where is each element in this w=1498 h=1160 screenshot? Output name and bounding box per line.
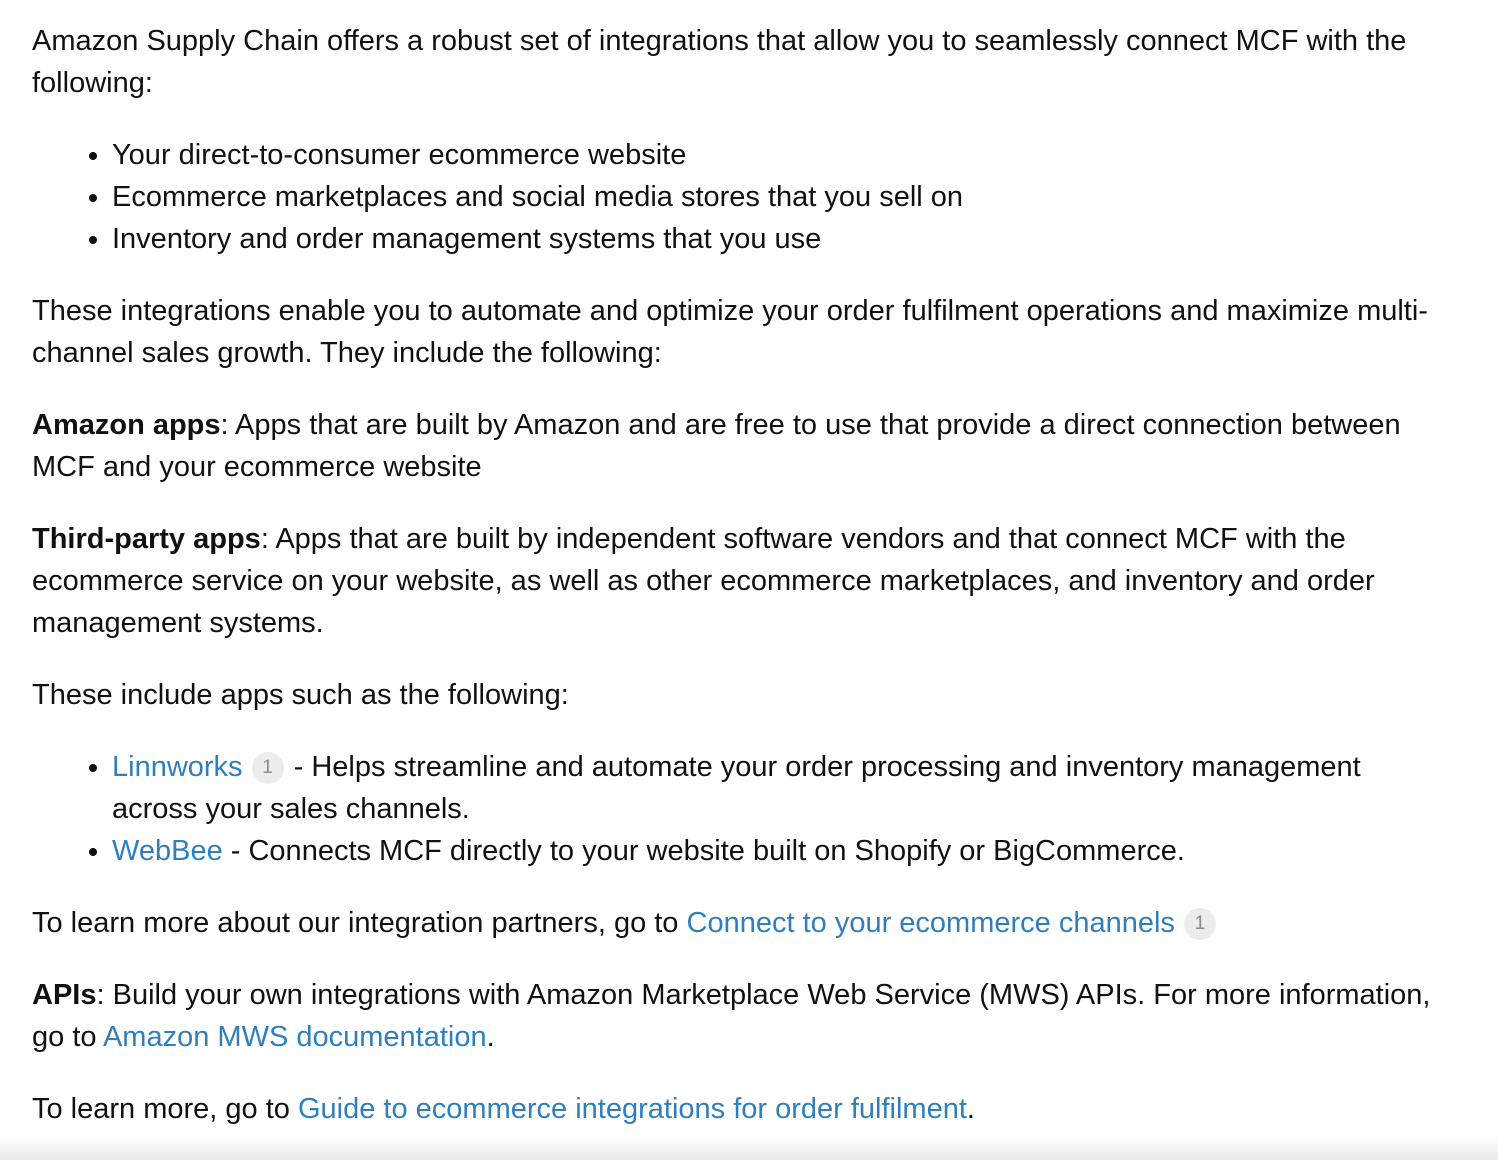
learn-more-prefix: To learn more, go to: [32, 1093, 298, 1125]
intro-text: Amazon Supply Chain offers a robust set of integrations that allow you to seamlessly connect MCF with the following:: [32, 25, 1407, 99]
connect-channels-link[interactable]: Connect to your ecommerce channels: [686, 907, 1175, 939]
integration-targets-list: [32, 134, 1432, 260]
webbee-description: - Connects MCF directly to your website built on Shopify or BigCommerce.: [222, 835, 1185, 867]
list-item-linnworks: [112, 746, 1432, 830]
mws-documentation-link[interactable]: Amazon MWS documentation: [102, 1021, 487, 1053]
list-item: [112, 134, 1432, 176]
ecommerce-guide-link[interactable]: Guide to ecommerce integrations for order fulfilment: [297, 1093, 967, 1125]
list-item-text: Ecommerce marketplaces and social media stores that you sell on: [112, 181, 964, 213]
third-party-apps-text: : Apps that are built by independent software vendors and that connect MCF with the ecommerce service on your website, as well as other ecommerce marketplaces, and inventory and order management systems.: [32, 523, 1375, 639]
benefits-text: These integrations enable you to automate and optimize your order fulfilment operations and maximize multi-channel sales growth. They include the following:: [32, 295, 1428, 369]
linnworks-count-badge: 1: [252, 752, 284, 784]
third-party-apps-paragraph: [32, 518, 1432, 644]
apis-paragraph: [32, 974, 1432, 1058]
partners-paragraph: [32, 902, 1432, 944]
linnworks-description: - Helps streamline and automate your order processing and inventory management across your sales channels.: [112, 751, 1361, 825]
linnworks-link[interactable]: Linnworks: [112, 751, 243, 783]
help-article-content: [32, 20, 1432, 1160]
amazon-apps-term: Amazon apps: [32, 409, 221, 441]
apis-text: : Build your own integrations with Amazon Marketplace Web Service (MWS) APIs. For more information, go to: [32, 979, 1431, 1053]
amazon-apps-paragraph: [32, 404, 1432, 488]
learn-more-paragraph: [32, 1088, 1432, 1130]
amazon-apps-text: : Apps that are built by Amazon and are free to use that provide a direct connection between MCF and your ecommerce website: [32, 409, 1401, 483]
list-item: [112, 218, 1432, 260]
list-item-text: Your direct-to-consumer ecommerce website: [112, 139, 687, 171]
webbee-link[interactable]: WebBee: [112, 835, 223, 867]
benefits-paragraph: [32, 290, 1432, 374]
connect-channels-count-badge: 1: [1184, 908, 1216, 940]
list-item-text: Inventory and order management systems that you use: [112, 223, 822, 255]
intro-paragraph: [32, 20, 1432, 104]
third-party-apps-term: Third-party apps: [32, 523, 261, 555]
apps-intro-text: These include apps such as the following:: [32, 679, 569, 711]
third-party-apps-list: [32, 746, 1432, 872]
list-item: [112, 176, 1432, 218]
bottom-fade: [0, 1138, 1498, 1160]
apis-suffix: .: [486, 1021, 495, 1053]
list-item-webbee: [112, 830, 1432, 872]
apis-term: APIs: [32, 979, 97, 1011]
partners-prefix: To learn more about our integration partners, go to: [32, 907, 687, 939]
apps-intro-paragraph: [32, 674, 1432, 716]
learn-more-suffix: .: [966, 1093, 975, 1125]
